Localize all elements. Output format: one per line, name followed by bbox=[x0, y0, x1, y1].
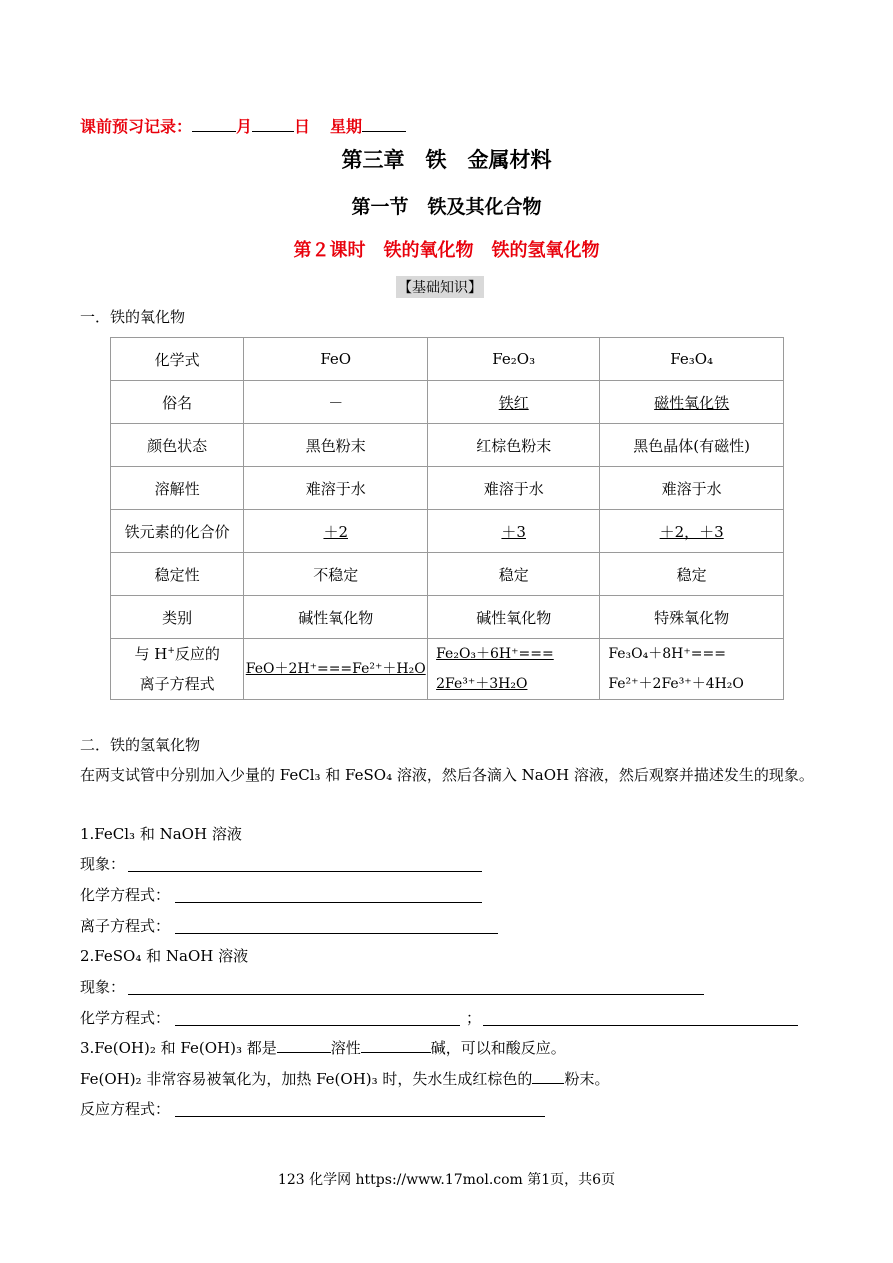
feo-common-name: － bbox=[244, 381, 428, 424]
item3-blank-powder[interactable] bbox=[532, 1069, 564, 1084]
fe2o3-valence: ＋3 bbox=[501, 522, 526, 541]
item2-chem-eq-label: 化学方程式： bbox=[80, 1009, 171, 1027]
month-blank[interactable] bbox=[192, 117, 236, 132]
table-row bbox=[111, 467, 784, 510]
item3-line1 bbox=[80, 1037, 566, 1058]
iron-oxide-table bbox=[110, 337, 784, 700]
item2-separator: ； bbox=[466, 1009, 482, 1027]
item3-line2-text-2: 粉末。 bbox=[564, 1070, 610, 1088]
fe3o4-color-state: 黑色晶体(有磁性) bbox=[600, 424, 784, 467]
row-label-stability: 稳定性 bbox=[111, 553, 244, 596]
item3-reaction-blank[interactable] bbox=[175, 1116, 545, 1117]
item1-ion-eq-blank[interactable] bbox=[175, 933, 498, 934]
item3-line2 bbox=[80, 1068, 609, 1089]
item2-phenomenon-blank[interactable] bbox=[128, 994, 704, 995]
item3-text-2: 溶性 bbox=[330, 1039, 361, 1057]
table-row bbox=[111, 381, 784, 424]
fe2o3-ionic-eq-line1: Fe₂O₃＋6H⁺=== bbox=[436, 646, 554, 662]
fe3o4-valence: ＋2，＋3 bbox=[659, 522, 724, 541]
part2-intro: 在两支试管中分别加入少量的 FeCl₃ 和 FeSO₄ 溶液，然后各滴入 NaOH 溶液，然后观察并描述发生的现象。 bbox=[80, 766, 814, 784]
month-label: 月 bbox=[236, 117, 253, 136]
lesson-title: 第２课时 铁的氧化物 铁的氢氧化物 bbox=[293, 240, 600, 261]
fe3o4-solubility: 难溶于水 bbox=[600, 467, 784, 510]
fe2o3-formula: Fe₂O₃ bbox=[428, 338, 600, 381]
item1-title: 1.FeCl₃ 和 NaOH 溶液 bbox=[80, 825, 242, 843]
item1-ion-eq-label: 离子方程式： bbox=[80, 917, 171, 935]
item1-chem-eq-blank[interactable] bbox=[175, 902, 482, 903]
table-row bbox=[111, 553, 784, 596]
section-title: 第一节 铁及其化合物 bbox=[351, 196, 542, 218]
feo-ionic-eq: FeO＋2H⁺===Fe²⁺＋H₂O bbox=[245, 661, 426, 677]
item2-title: 2.FeSO₄ 和 NaOH 溶液 bbox=[80, 947, 249, 965]
feo-formula: FeO bbox=[244, 338, 428, 381]
fe3o4-common-name: 磁性氧化铁 bbox=[654, 393, 730, 412]
fe3o4-ionic-eq-line2: Fe²⁺＋2Fe³⁺＋4H₂O bbox=[608, 676, 744, 692]
item2-chem-eq-blank-2[interactable] bbox=[483, 1025, 798, 1026]
table-row bbox=[111, 424, 784, 467]
item3-reaction-label: 反应方程式： bbox=[80, 1100, 171, 1118]
row-label-color-state: 颜色状态 bbox=[111, 424, 244, 467]
preview-record-label: 课前预习记录： bbox=[80, 117, 193, 136]
fe3o4-category: 特殊氧化物 bbox=[600, 596, 784, 639]
row-label-common-name: 俗名 bbox=[111, 381, 244, 424]
fe3o4-stability: 稳定 bbox=[600, 553, 784, 596]
item2-chem-eq-blank-1[interactable] bbox=[175, 1025, 460, 1026]
item3-blank-base[interactable] bbox=[361, 1038, 431, 1053]
item1-phenomenon-blank[interactable] bbox=[128, 871, 482, 872]
part2-heading: 二．铁的氢氧化物 bbox=[80, 736, 201, 754]
part1-heading: 一．铁的氧化物 bbox=[80, 308, 186, 326]
page-footer: 123 化学网 https://www.17mol.com 第1页，共6页 bbox=[277, 1172, 616, 1188]
item3-text-3: 碱，可以和酸反应。 bbox=[430, 1039, 566, 1057]
table-row bbox=[111, 338, 784, 381]
feo-color-state: 黑色粉末 bbox=[244, 424, 428, 467]
row-label-solubility: 溶解性 bbox=[111, 467, 244, 510]
item1-phenomenon-label: 现象： bbox=[80, 855, 126, 873]
weekday-blank[interactable] bbox=[362, 117, 406, 132]
fe3o4-ionic-eq-line1: Fe₃O₄＋8H⁺=== bbox=[608, 646, 726, 662]
item2-phenomenon-label: 现象： bbox=[80, 978, 126, 996]
fe2o3-category: 碱性氧化物 bbox=[428, 596, 600, 639]
knowledge-tag: 【基础知识】 bbox=[396, 276, 484, 298]
fe2o3-solubility: 难溶于水 bbox=[428, 467, 600, 510]
weekday-label: 星期 bbox=[330, 117, 363, 136]
feo-valence: ＋2 bbox=[323, 522, 348, 541]
feo-solubility: 难溶于水 bbox=[244, 467, 428, 510]
day-blank[interactable] bbox=[252, 117, 294, 132]
item1-chem-eq-label: 化学方程式： bbox=[80, 886, 171, 904]
row-label-ionic-eq: 与 H+反应的 离子方程式 bbox=[111, 639, 244, 700]
fe2o3-stability: 稳定 bbox=[428, 553, 600, 596]
fe2o3-ionic-eq-line2: 2Fe³⁺＋3H₂O bbox=[436, 676, 528, 692]
item3-line2-text-1: Fe(OH)₂ 非常容易被氧化为，加热 Fe(OH)₃ 时，失水生成红棕色的 bbox=[80, 1070, 533, 1088]
table-row bbox=[111, 596, 784, 639]
table-row bbox=[111, 639, 784, 700]
fe2o3-common-name: 铁红 bbox=[498, 393, 529, 412]
fe2o3-color-state: 红棕色粉末 bbox=[428, 424, 600, 467]
preview-record-line bbox=[80, 114, 406, 137]
row-label-valence: 铁元素的化合价 bbox=[111, 510, 244, 553]
feo-category: 碱性氧化物 bbox=[244, 596, 428, 639]
chapter-title: 第三章 铁 金属材料 bbox=[341, 147, 552, 172]
row-label-category: 类别 bbox=[111, 596, 244, 639]
table-row bbox=[111, 510, 784, 553]
item3-blank-soluble[interactable] bbox=[277, 1038, 331, 1053]
day-label: 日 bbox=[294, 117, 311, 136]
fe3o4-formula: Fe₃O₄ bbox=[600, 338, 784, 381]
row-label-formula: 化学式 bbox=[111, 338, 244, 381]
feo-stability: 不稳定 bbox=[244, 553, 428, 596]
item3-text-1: 3.Fe(OH)₂ 和 Fe(OH)₃ 都是 bbox=[80, 1039, 277, 1057]
